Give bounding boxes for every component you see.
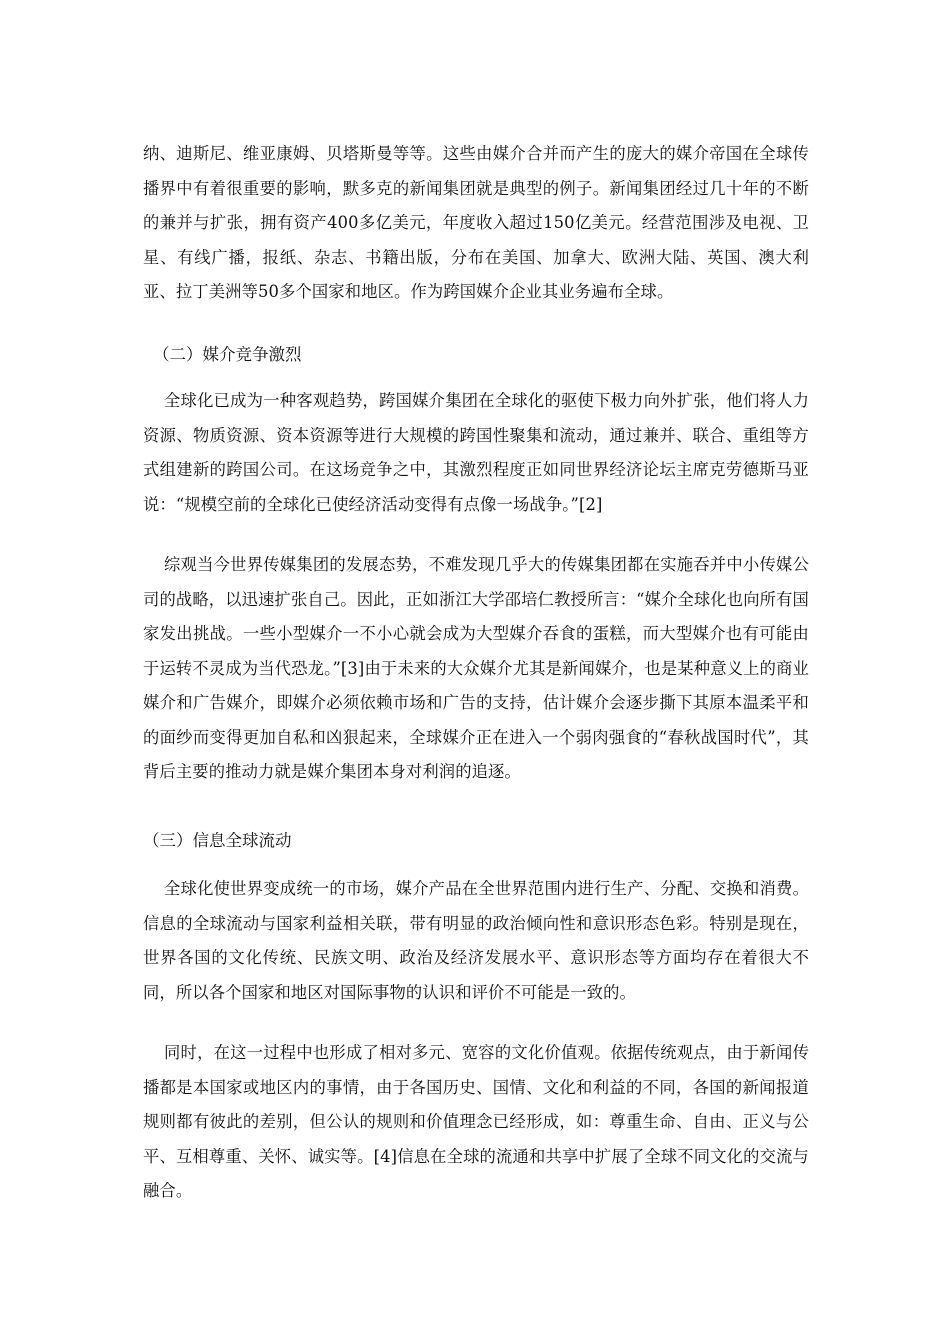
paragraph-globalization-trend: 全球化已成为一种客观趋势，跨国媒介集团在全球化的驱使下极力向外扩张，他们将人力资源、物质资源、资本资源等进行大规模的跨国性聚集和流动，通过兼并、联合、重组等方式组建新的跨国公司。在这场竞争之中，其激烈程度正如同世界经济论坛主席克劳德斯马亚说：“规模空前的全球化已使经济活动变得有点像一场战争。”[2] bbox=[143, 391, 809, 514]
section-heading-media-competition: （二）媒介竞争激烈 bbox=[153, 345, 302, 364]
section-heading-global-information-flow: （三）信息全球流动 bbox=[143, 831, 292, 850]
paragraph-media-group-strategy: 综观当今世界传媒集团的发展态势，不难发现几乎大的传媒集团都在实施吞并中小传媒公司的战略，以迅速扩张自己。因此，正如浙江大学邵培仁教授所言：“媒介全球化也向所有国家发出挑战。一些小型媒介一不小心就会成为大型媒介吞食的蛋糕，而大型媒介也有可能由于运转不灵成为当代恐龙。”[3]由于未来的大众媒介尤其是新闻媒介，也是某种意义上的商业媒介和广告媒介，即媒介必须依赖市场和广告的支持，估计媒介会逐步撕下其原本温柔平和的面纱而变得更加自私和凶狠起来，全球媒介正在进入一个弱肉强食的“春秋战国时代”，其背后主要的推动力就是媒介集团本身对利润的追逐。 bbox=[143, 555, 809, 781]
paragraph-cultural-values: 同时，在这一过程中也形成了相对多元、宽容的文化价值观。依据传统观点，由于新闻传播都是本国家或地区内的事情，由于各国历史、国情、文化和利益的不同，各国的新闻报道规则都有彼此的差别，但公认的规则和价值理念已经形成，如：尊重生命、自由、正义与公平、互相尊重、关怀、诚实等。[4]信息在全球的流通和共享中扩展了全球不同文化的交流与融合。 bbox=[143, 1043, 809, 1200]
paragraph-media-empires: 纳、迪斯尼、维亚康姆、贝塔斯曼等等。这些由媒介合并而产生的庞大的媒介帝国在全球传播界中有着很重要的影响，默多克的新闻集团就是典型的例子。新闻集团经过几十年的不断的兼并与扩张，拥有资产400多亿美元，年度收入超过150亿美元。经营范围涉及电视、卫星、有线广播，报纸、杂志、书籍出版，分布在美国、加拿大、欧洲大陆、英国、澳大利亚、拉丁美洲等50多个国家和地区。作为跨国媒介企业其业务遍布全球。 bbox=[143, 144, 809, 301]
paragraph-unified-market: 全球化使世界变成统一的市场，媒介产品在全世界范围内进行生产、分配、交换和消费。信息的全球流动与国家利益相关联，带有明显的政治倾向性和意识形态色彩。特别是现在，世界各国的文化传统、民族文明、政治及经济发展水平、意识形态等方面均存在着很大不同，所以各个国家和地区对国际事物的认识和评价不可能是一致的。 bbox=[143, 879, 809, 1002]
